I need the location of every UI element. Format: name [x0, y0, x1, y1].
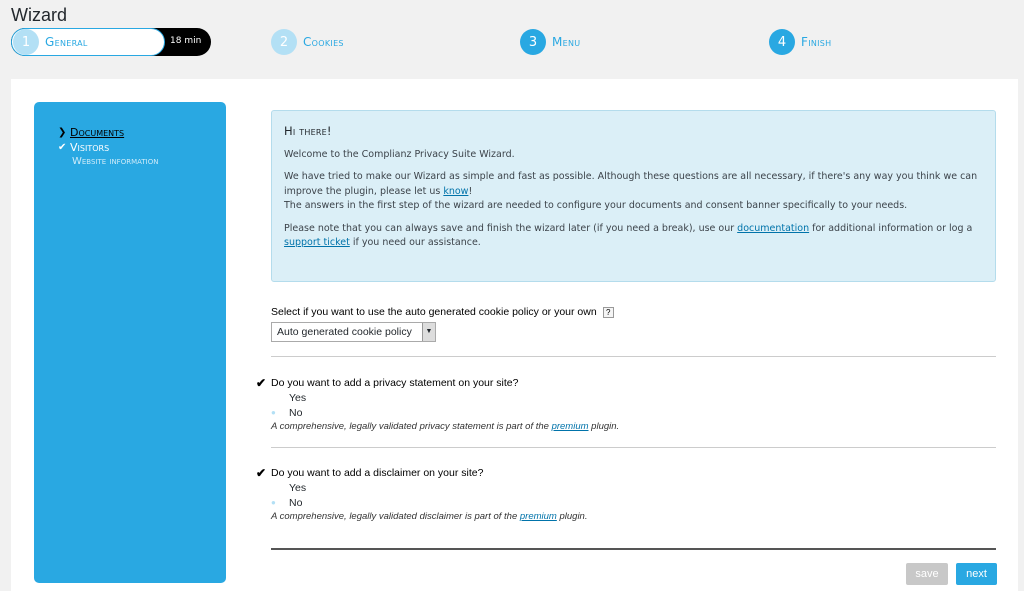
intro-box [271, 110, 996, 282]
question-label: Do you want to add a privacy statement on your site? [271, 377, 519, 389]
chevron-right-icon: ❯ [58, 127, 67, 138]
radio-label: Yes [289, 481, 307, 494]
save-button[interactable]: save [906, 563, 948, 585]
intro-text-part: ! [468, 185, 473, 197]
step-number: 2 [271, 29, 297, 55]
note-text: A comprehensive, legally validated disclaimer is part of the [271, 511, 520, 522]
intro-heading: Hi there! [284, 124, 332, 138]
radio-yes[interactable] [271, 390, 619, 405]
sidebar-item-label: Visitors [70, 141, 110, 154]
radio-selected-icon: ● [271, 408, 276, 417]
divider [271, 548, 996, 550]
select-value: Auto generated cookie policy [277, 326, 412, 338]
note-text: plugin. [588, 421, 620, 432]
step-label: General [45, 35, 88, 49]
note-text: plugin. [556, 511, 588, 522]
intro-text [284, 222, 983, 251]
next-button[interactable]: next [956, 563, 997, 585]
radio-label: No [289, 496, 303, 509]
wizard-panel [11, 79, 1018, 591]
check-icon: ✔ [58, 142, 67, 153]
note-text: A comprehensive, legally validated privacy statement is part of the [271, 421, 552, 432]
premium-note [271, 511, 587, 522]
step-cookies[interactable] [271, 28, 344, 56]
step-number: 4 [769, 29, 795, 55]
step-label: Menu [552, 35, 581, 49]
help-icon[interactable]: ? [603, 307, 614, 318]
intro-text-part: We have tried to make our Wizard as simple and fast as possible. Although these questions are all necessary, if there's any way you think we can improve the plugin, please let us [284, 171, 978, 197]
disclaimer-question [256, 466, 587, 522]
step-number: 1 [13, 29, 39, 55]
sidebar-item-documents[interactable] [58, 126, 124, 139]
support-ticket-link[interactable]: support ticket [284, 237, 350, 248]
intro-text [284, 170, 983, 199]
premium-link[interactable]: premium [519, 511, 557, 522]
page-title: Wizard [11, 5, 68, 25]
step-number: 3 [520, 29, 546, 55]
divider [271, 447, 996, 448]
sidebar-item-visitors[interactable] [58, 141, 109, 154]
sidebar-item-website-information[interactable]: Website information [72, 156, 159, 167]
step-label: Cookies [303, 35, 344, 49]
radio-label: No [289, 406, 303, 419]
check-icon: ✔ [256, 376, 267, 390]
step-menu[interactable] [520, 28, 580, 56]
intro-text: The answers in the first step of the wizard are needed to configure your documents and consent banner specifically to your needs. [284, 200, 908, 211]
premium-link[interactable]: premium [551, 421, 589, 432]
question-label: Do you want to add a disclaimer on your site? [271, 467, 484, 479]
radio-icon [271, 483, 289, 492]
question-label: Select if you want to use the auto generated cookie policy or your own [271, 306, 597, 318]
cookie-policy-select[interactable] [271, 322, 436, 342]
step-finish[interactable] [769, 28, 832, 56]
main-content [256, 110, 996, 522]
wizard-steps [0, 28, 1024, 58]
radio-selected-icon: ● [271, 498, 276, 507]
step-label: Finish [801, 35, 832, 49]
check-icon: ✔ [256, 466, 267, 480]
radio-label: Yes [289, 391, 307, 404]
step-general[interactable] [11, 28, 211, 56]
radio-yes[interactable] [271, 480, 587, 495]
intro-text-part: if you need our assistance. [349, 237, 481, 248]
step-time: 18 min [170, 36, 202, 46]
intro-text: Welcome to the Complianz Privacy Suite Wizard. [284, 148, 515, 160]
know-link[interactable]: know [443, 185, 469, 197]
sidebar [34, 102, 226, 583]
cookie-policy-question [271, 306, 614, 318]
radio-no[interactable] [271, 495, 587, 510]
divider [271, 356, 996, 357]
step-general-inner [11, 28, 165, 56]
intro-text-part: Please note that you can always save and finish the wizard later (if you need a break), use our [284, 222, 738, 234]
intro-text-part: for additional information or log a [809, 222, 973, 234]
sidebar-item-label: Documents [70, 126, 125, 139]
radio-icon [271, 393, 289, 402]
documentation-link[interactable]: documentation [737, 222, 810, 234]
chevron-down-icon: ▼ [422, 323, 435, 341]
privacy-question [256, 376, 619, 432]
premium-note [271, 421, 619, 432]
radio-no[interactable] [271, 405, 619, 420]
